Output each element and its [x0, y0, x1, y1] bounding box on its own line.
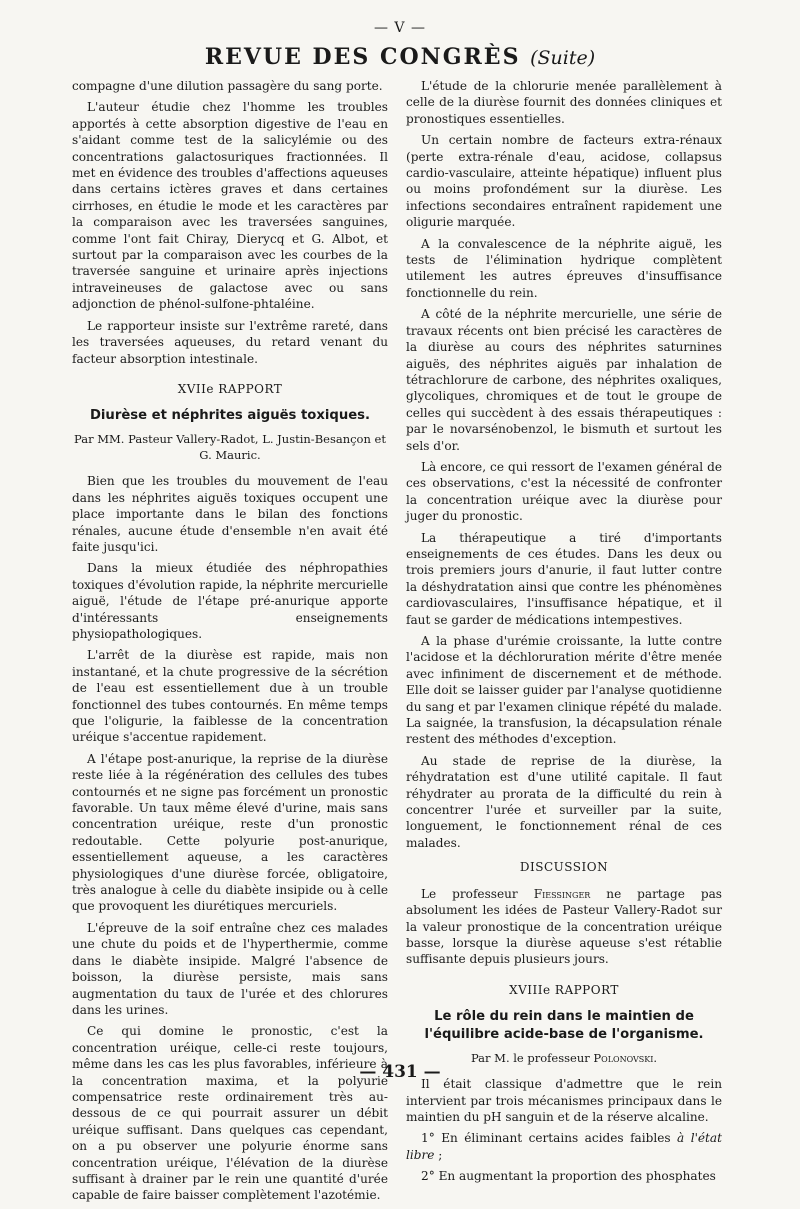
rapport-heading-18: XVIIIe RAPPORT: [509, 982, 619, 997]
rapport-title-17: Diurèse et néphrites aiguës toxiques.: [89, 408, 371, 424]
paragraph: Là encore, ce qui ressort de l'examen général de ces observations, c'est la nécessité de confronter la concentration uréique avec la diurèse pour juger du pronostic.: [406, 459, 722, 524]
rapport-heading-17: XVIIe RAPPORT: [177, 381, 283, 396]
left-column: [72, 78, 388, 1209]
paragraph: Il était classique d'admettre que le rein intervient par trois mécanismes principaux dans le maintien du pH sanguin et de la réserve alcaline.: [406, 1077, 722, 1124]
running-head: [0, 44, 800, 70]
paragraph: A l'étape post-anurique, la reprise de la diurèse reste liée à la régénération des cellules des tubes contournés et ne signe pas forcément un pronostic favorable. Un taux même élevé d'urine, mais sans concentration uréique, reste d'un pronostic redoutable. Cette polyurie post-anurique, essentiellement aqueuse, a les caractères physiologiques d'une diurèse forcée, obligatoire, très analogue à celle du diabète insipide ou à celle que provoquent les diurétiques mercuriels.: [72, 751, 388, 914]
paragraph: La thérapeutique a tiré d'importants enseignements de ces études. Dans les deux ou trois premiers jours d'anurie, il faut lutter contre la déshydratation ainsi que contre les phénomènes cardiovasculaires, l'insuffisance hépatique, et il faut se garder de médications intempestives.: [406, 530, 722, 627]
paragraph: [406, 886, 722, 968]
paragraph: L'épreuve de la soif entraîne chez ces malades une chute du poids et de l'hyperthermie, comme dans le diabète insipide. Malgré l'absence de boisson, la diurèse persiste, mais sans augmentation du taux de l'urée et des chlorures dans les urines.: [72, 920, 388, 1017]
right-column: [406, 78, 722, 1190]
paragraph: A la convalescence de la néphrite aiguë, les tests de l'élimination hydrique complètent utilement les autres épreuves d'insuffisance fonctionnelle du rein.: [406, 236, 722, 300]
author-name: Fiessinger: [533, 886, 591, 901]
paragraph: L'arrêt de la diurèse est rapide, mais non instantané, et la chute progressive de la sécrétion de l'eau est essentiellement due à un trouble fonctionnel des tubes contournés. En même temps que l'oligurie, la faiblesse de la concentration uréique s'accentue rapidement.: [72, 648, 388, 745]
paragraph: A côté de la néphrite mercurielle, une série de travaux récents ont bien précisé les caractères de la diurèse au cours des néphrites saturnines aiguës, des néphrites aiguës par inhalation de tétrachlorure de carbone, des néphrites oxaliques, glycoliques, chromiques et de tout le groupe de celles qui succèdent à des essais thérapeutiques : par le novarsénobenzol, le bismuth et surtout les sels d'or.: [406, 307, 722, 453]
paragraph: L'étude de la chlorurie menée parallèlement à celle de la diurèse fournit des données cliniques et pronostiques essentielles.: [406, 79, 722, 126]
paragraph: [406, 1130, 722, 1163]
paragraph: Dans la mieux étudiée des néphropathies toxiques d'évolution rapide, la néphrite mercurielle aiguë, l'étude de l'étape pré-anurique apporte d'intéressants enseignements physiopathologiques.: [72, 561, 388, 641]
rapport-authors-17: Par MM. Pasteur Vallery-Radot, L. Justin-Besançon et G. Mauric.: [74, 432, 386, 463]
paragraph: L'auteur étudie chez l'homme les troubles apportés à cette absorption digestive de l'eau en s'aidant comme test de la salicylémie ou des concentrations galactosuriques fractionnées. Il met en évidence des troubles d'affections aqueuses dans certains ictères graves et dans certaines cirrhoses, en étudie le mode et les caractères par la comparaison avec les traversées sanguines, comme l'ont fait Chiray, Dierycq et G. Albot, et surtout par la comparaison avec les courbes de la traversée sanguine et urinaire après injections intraveineuses de galactose avec ou sans adjonction de phénol-sulfone-phtaléine.: [72, 100, 388, 312]
text-run: ne partage pas absolument les idées de Pasteur Vallery-Radot sur la valeur pronostique de la concentration uréique basse, lorsque la diurèse aqueuse s'est rétablie suffisante depuis plusieurs jours.: [406, 886, 722, 967]
paragraph: Un certain nombre de facteurs extra-rénaux (perte extra-rénale d'eau, acidose, collapsus cardio-vasculaire, atteinte hépatique) influent plus ou moins profondément sur la diurèse. Les infections secondaires entraînent rapidement une oligurie marquée.: [406, 133, 722, 230]
paragraph: Ce qui domine le pronostic, c'est la concentration uréique, celle-ci reste toujours, même dans les cas les plus favorables, inférieure à la concentration maxima, et la polyurie compensatrice reste ordinairement très au-dessous de ce qui pourrait assurer un débit uréique suffisant. Dans quelques cas cependant, on a pu observer une polyurie énorme sans concentration uréique, l'élévation de la diurèse suffisant à drainer par le rein une quantité d'urée capable de faire baisser complètement l'azotémie.: [72, 1024, 388, 1203]
paragraph: 2° En augmentant la proportion des phosphates: [421, 1169, 716, 1184]
italic-run: à l'état libre: [406, 1131, 722, 1162]
text-run: .: [653, 1051, 658, 1066]
running-head-title: REVUE DES CONGRÈS: [204, 44, 521, 70]
rapport-title-18: Le rôle du rein dans le maintien de l'équilibre acide-base de l'organisme.: [424, 1009, 704, 1043]
paragraph: Bien que les troubles du mouvement de l'eau dans les néphrites aiguës toxiques occupent une place importante dans le bilan des fonctions rénales, aucune étude d'ensemble n'en avait été faite jusqu'ici.: [72, 474, 388, 554]
text-run: Par M. le professeur: [470, 1051, 594, 1066]
text-run: ;: [434, 1147, 443, 1162]
author-name: Polonovski: [593, 1051, 654, 1066]
paragraph: A la phase d'urémie croissante, la lutte contre l'acidose et la déchloruration mérite d'être menée avec infiniment de discernement et de méthode. Elle doit se laisser guider par l'analyse quotidienne du sang et par l'examen clinique répété du malade. La saignée, la transfusion, la décapsulation rénale restent des méthodes d'exception.: [406, 634, 722, 747]
discussion-heading: DISCUSSION: [519, 860, 609, 875]
paragraph: Au stade de reprise de la diurèse, la réhydratation est d'une utilité capitale. Il faut réhydrater au prorata de la difficulté du rein à concentrer l'urée et surveiller par la suite, longuement, le fonctionnement rénal de ces malades.: [406, 753, 722, 850]
text-run: 1° En éliminant certains acides faibles: [421, 1131, 678, 1146]
page-number: — 431 —: [359, 1062, 441, 1082]
text-run: Le professeur: [421, 886, 534, 901]
roman-page-number: — V —: [373, 20, 426, 36]
paragraph: Le rapporteur insiste sur l'extrême rareté, dans les traversées aqueuses, du retard venant du facteur absorption intestinale.: [72, 318, 388, 366]
paragraph: compagne d'une dilution passagère du sang porte.: [72, 79, 383, 93]
running-head-suite: (Suite): [530, 47, 596, 69]
